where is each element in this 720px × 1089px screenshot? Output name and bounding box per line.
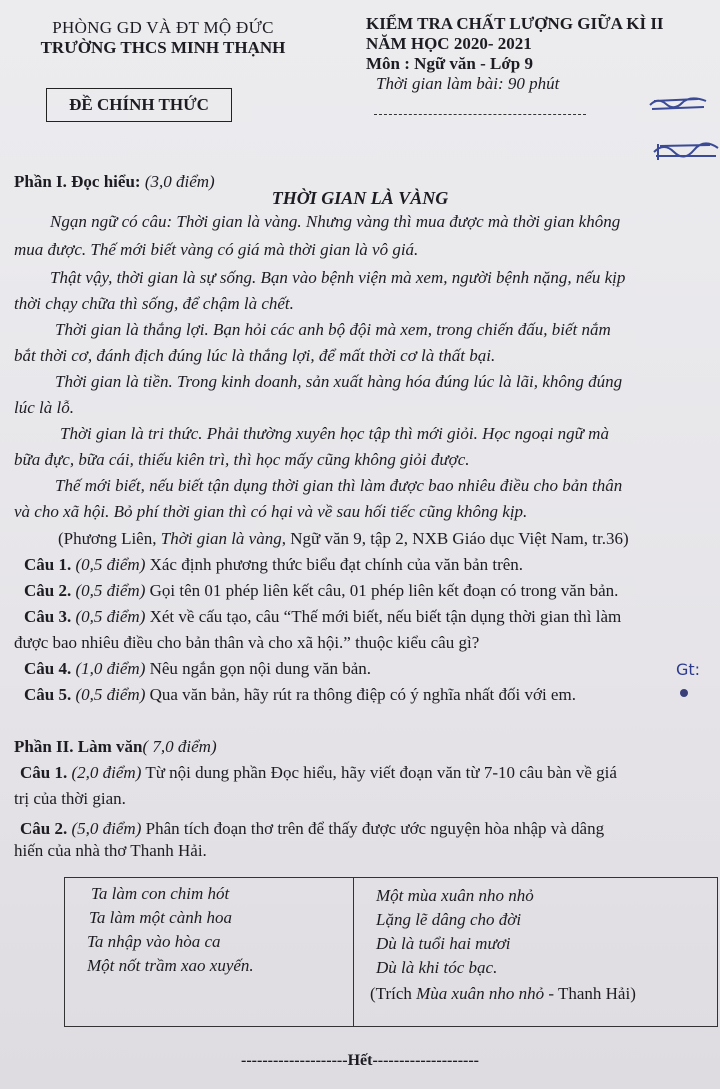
question-points: (0,5 điểm) [75, 555, 146, 574]
question-text: Từ nội dung phần Đọc hiểu, hãy viết đoạn văn từ 7-10 câu bàn về giá [145, 763, 617, 782]
part2-points: ( 7,0 điểm) [142, 737, 217, 756]
source-citation [58, 529, 720, 549]
question-label: Câu 4. [24, 659, 72, 678]
source-details: , Ngữ văn 9, tập 2, NXB Giáo dục Việt Nam, tr.36) [281, 529, 629, 548]
official-exam-badge: ĐỀ CHÍNH THỨC [46, 88, 232, 122]
question-3-continued: được bao nhiêu điều cho bản thân và cho xã hội.” thuộc kiểu câu gì? [14, 633, 480, 652]
question-label: Câu 2. [24, 581, 72, 600]
citation-author: - Thanh Hải) [544, 984, 636, 1003]
poem-line: Ta làm một cành hoa [89, 908, 232, 927]
question-text: Xác định phương thức biểu đạt chính của văn bản trên. [149, 555, 524, 574]
para-line-12: và cho xã hội. Bỏ phí thời gian thì có hại và về sau hối tiếc cũng không kịp. [14, 502, 528, 521]
question-2 [24, 581, 720, 601]
poem-line: Ta nhập vào hòa ca [87, 932, 221, 951]
question-label: Câu 2. [20, 819, 68, 838]
question-text: Gọi tên 01 phép liên kết câu, 01 phép liên kết đoạn có trong văn bản. [149, 581, 619, 600]
reading-title: THỜI GIAN LÀ VÀNG [271, 188, 449, 208]
para-line-8: lúc là lỗ. [14, 398, 74, 417]
poem-line: Một mùa xuân nho nhỏ [376, 886, 534, 905]
essay-question-2 [20, 819, 716, 839]
part1-points: (3,0 điểm) [144, 172, 215, 191]
poem-line: Một nốt trầm xao xuyến. [87, 956, 254, 975]
question-label: Câu 1. [20, 763, 68, 782]
para-line-7: Thời gian là tiền. Trong kinh doanh, sản xuất hàng hóa đúng lúc là lãi, không đúng [55, 372, 623, 391]
time-limit: Thời gian làm bài: 90 phút [376, 74, 560, 93]
department-name: PHÒNG GD VÀ ĐT MỘ ĐỨC [52, 18, 274, 37]
part2-heading [14, 737, 710, 757]
poem-line: Dù là tuổi hai mươi [376, 934, 511, 953]
para-line-11: Thế mới biết, nếu biết tận dụng thời gian thì làm được bao nhiêu điều cho bản thân [55, 476, 623, 495]
para-line-9: Thời gian là tri thức. Phải thường xuyên học tập thì mới giỏi. Học ngoại ngữ mà [60, 424, 609, 443]
question-points: (0,5 điểm) [75, 607, 146, 626]
essay-question-1 [20, 763, 716, 783]
question-points: (1,0 điểm) [75, 659, 146, 678]
para-line-1: Ngạn ngữ có câu: Thời gian là vàng. Nhưng vàng thì mua được mà thời gian không [50, 212, 621, 231]
part2-heading-label: Phần II. Làm văn [14, 737, 143, 756]
school-name: TRƯỜNG THCS MINH THẠNH [40, 38, 286, 57]
para-line-3: Thật vậy, thời gian là sự sống. Bạn vào bệnh viện mà xem, người bệnh nặng, nếu kịp [50, 268, 626, 287]
part1-heading-label: Phần I. Đọc hiểu: [14, 172, 141, 191]
subject: Môn : Ngữ văn - Lớp 9 [366, 54, 533, 73]
citation-title: Mùa xuân nho nhỏ [416, 984, 545, 1003]
question-points: (2,0 điểm) [71, 763, 142, 782]
ink-dot [680, 689, 688, 697]
para-line-6: bắt thời cơ, đánh địch đúng lúc là thắng lợi, để mất thời cơ là thất bại. [14, 346, 496, 365]
question-3 [24, 607, 720, 627]
question-text: Phân tích đoạn thơ trên để thấy được ước nguyện hòa nhập và dâng [145, 819, 605, 838]
poem-line: Lặng lẽ dâng cho đời [376, 910, 522, 929]
scribble-mark-2 [650, 140, 720, 162]
essay-question-2-continued: hiến của nhà thơ Thanh Hải. [14, 841, 207, 860]
exam-title: KIỂM TRA CHẤT LƯỢNG GIỮA KÌ II [366, 14, 664, 33]
question-label: Câu 1. [24, 555, 72, 574]
header-right [366, 14, 706, 94]
question-5 [24, 685, 720, 705]
question-label: Câu 3. [24, 607, 72, 626]
school-year: NĂM HỌC 2020- 2021 [366, 34, 532, 53]
poem-line: Ta làm con chim hót [91, 884, 230, 903]
para-line-10: bữa đực, bữa cái, thiếu kiên trì, thì học mấy cũng không giỏi được. [14, 450, 470, 469]
para-line-4: thời chạy chữa thì sống, để chậm là chết. [14, 294, 294, 313]
handwritten-margin-note: Gt: [676, 660, 701, 679]
question-text: Qua văn bản, hãy rút ra thông điệp có ý nghĩa nhất đối với em. [149, 685, 576, 704]
header-left [18, 18, 308, 58]
poem-column-left [65, 878, 354, 1026]
poem-table [64, 877, 718, 1027]
question-points: (0,5 điểm) [75, 685, 146, 704]
poem-citation [370, 984, 636, 1004]
question-4 [24, 659, 720, 679]
scribble-mark-1 [648, 95, 708, 113]
question-points: (0,5 điểm) [75, 581, 146, 600]
question-label: Câu 5. [24, 685, 72, 704]
question-text: Nêu ngắn gọn nội dung văn bản. [149, 659, 372, 678]
header-dash-line [374, 114, 586, 115]
source-author: (Phương Liên, [58, 529, 161, 548]
question-points: (5,0 điểm) [71, 819, 142, 838]
end-marker: --------------------Hết-------------------- [241, 1052, 479, 1069]
para-line-2: mua được. Thế mới biết vàng có giá mà thời gian là vô giá. [14, 240, 419, 259]
essay-question-1-continued: trị của thời gian. [14, 789, 126, 808]
poem-line: Dù là khi tóc bạc. [376, 958, 498, 977]
para-line-5: Thời gian là thắng lợi. Bạn hỏi các anh bộ đội mà xem, trong chiến đấu, biết nắm [55, 320, 611, 339]
question-1 [24, 555, 720, 575]
source-title: Thời gian là vàng [160, 529, 282, 548]
question-text: Xét về cấu tạo, câu “Thế mới biết, nếu biết tận dụng thời gian thì làm [149, 607, 622, 626]
poem-column-right [354, 878, 717, 1026]
citation-prefix: (Trích [370, 984, 417, 1003]
